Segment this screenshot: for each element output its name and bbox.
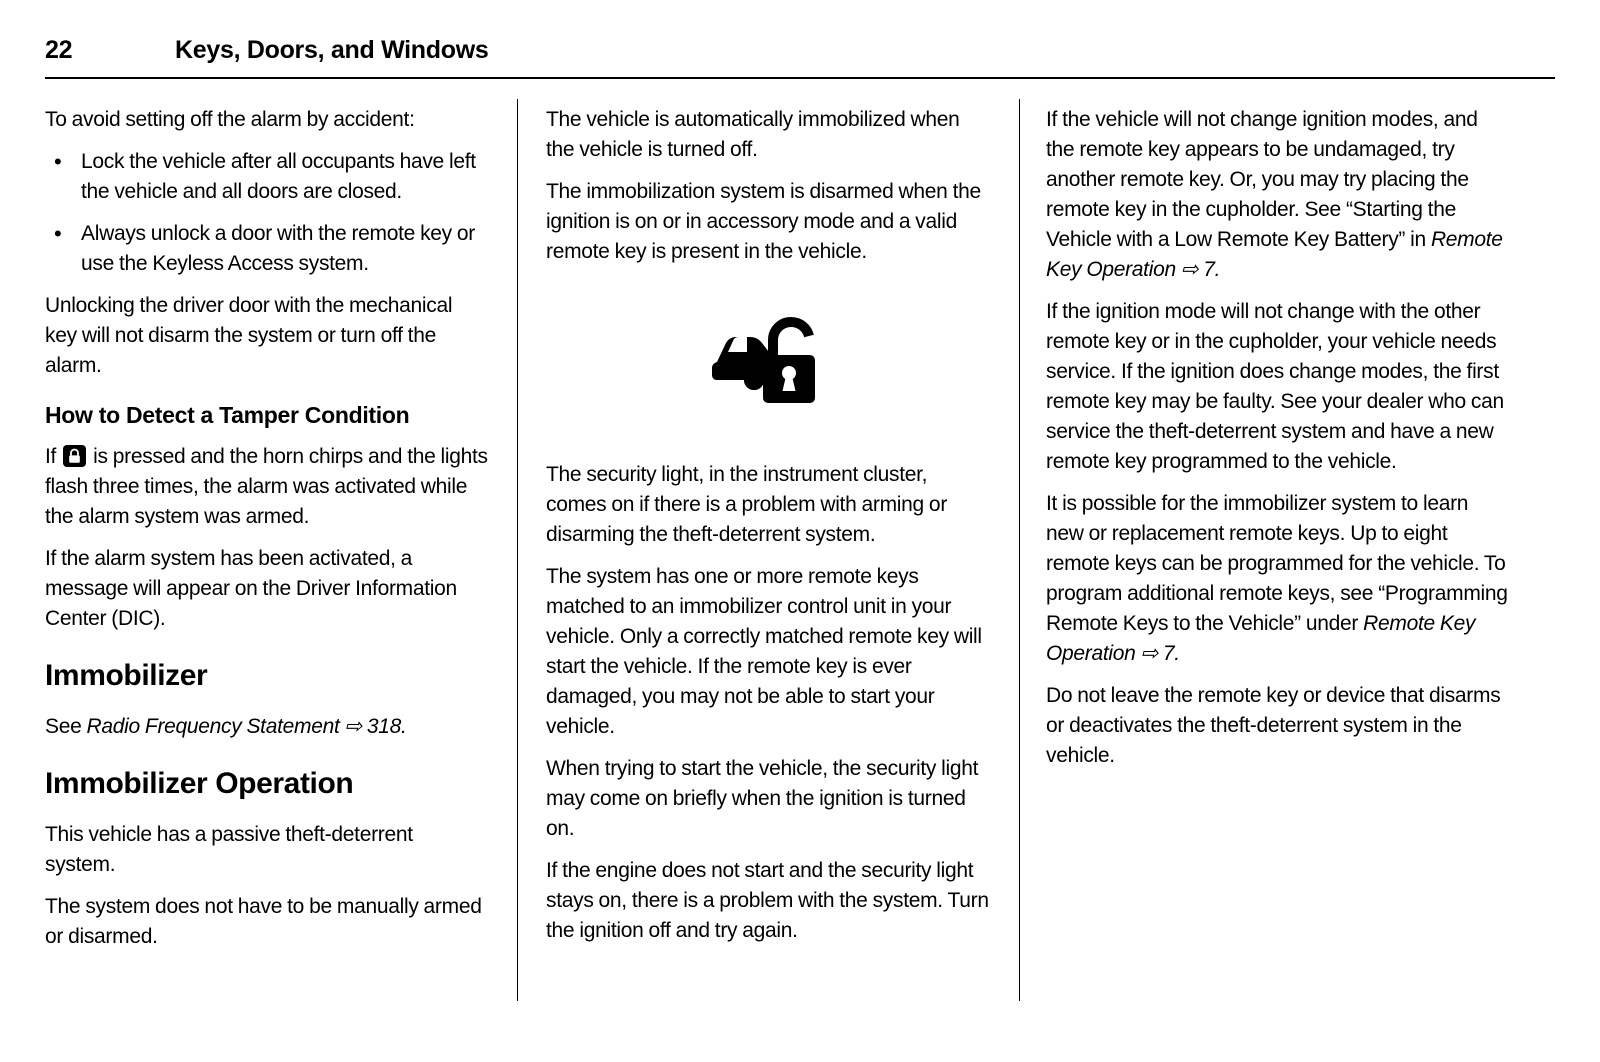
cross-reference-page: ⇨ 7. — [1180, 258, 1221, 281]
paragraph-cupholder — [1046, 105, 1510, 285]
bullet-item: • Lock the vehicle after all occupants have left the vehicle and all doors are closed. — [45, 147, 488, 207]
paragraph-light-briefly: When trying to start the vehicle, the security light may come on briefly when the ignition is turned on. — [546, 757, 979, 840]
paragraph-see-reference — [45, 712, 488, 742]
chapter-title: Keys, Doors, and Windows — [175, 36, 489, 64]
see-prefix: See — [45, 715, 82, 738]
paragraph-matched-keys: The system has one or more remote keys matched to an immobilizer control unit in your vehicle. Only a correctly matched remote key will start the vehicle. If the remote key is ever damaged, you may not be able to start your vehicle. — [546, 565, 982, 738]
column-1 — [45, 99, 517, 1001]
cross-reference: Remote Key Operation — [1046, 228, 1503, 281]
heading-immobilizer: Immobilizer — [45, 659, 208, 692]
paragraph-needs-service: If the ignition mode will not change with the other remote key or in the cupholder, your vehicle needs service. If the ignition does change modes, the first remote key may be faulty. See your dealer who can service the theft-deterrent system and have a new remote key programmed to the vehicle. — [1046, 300, 1504, 473]
paragraph-do-not-leave: Do not leave the remote key or device that disarms or deactivates the theft-deterrent system in the vehicle. — [1046, 684, 1501, 767]
program-text: It is possible for the immobilizer system to learn new or replacement remote keys. Up to eight remote keys can be programmed for the vehicle. To program additional remote keys, see “Programming Remote Keys to the Vehicle” under — [1046, 492, 1508, 635]
paragraph-unlocking: Unlocking the driver door with the mechanical key will not disarm the system or turn off the alarm. — [45, 294, 453, 377]
heading-tamper-condition: How to Detect a Tamper Condition — [45, 402, 410, 428]
bullet-item: • Always unlock a door with the remote key or use the Keyless Access system. — [45, 219, 488, 279]
bullet-list — [45, 147, 488, 279]
cross-reference: Radio Frequency Statement — [86, 715, 340, 738]
paragraph-tamper — [45, 442, 488, 532]
paragraph-program-keys — [1046, 489, 1510, 669]
security-light-figure — [546, 311, 991, 414]
paragraph-manual-arm: The system does not have to be manually armed or disarmed. — [45, 895, 482, 948]
page-number: 22 — [45, 36, 73, 64]
heading-immobilizer-operation: Immobilizer Operation — [45, 767, 354, 800]
header-rule — [45, 77, 1555, 79]
paragraph-alarm-activated: If the alarm system has been activated, a message will appear on the Driver Information Center (DIC). — [45, 547, 457, 630]
tamper-text-before: If — [45, 445, 57, 468]
paragraph-passive-system: This vehicle has a passive theft-deterrent system. — [45, 823, 413, 876]
car-with-open-padlock-icon — [709, 311, 829, 409]
lock-button-icon — [63, 442, 86, 472]
paragraph-alarm-intro: To avoid setting off the alarm by accident: — [45, 108, 415, 131]
column-2 — [517, 99, 1020, 1001]
cross-reference: Remote Key Operation — [1046, 612, 1476, 665]
paragraph-security-light: The security light, in the instrument cluster, comes on if there is a problem with arming or disarming the theft-deterrent system. — [546, 463, 948, 546]
paragraph-disarmed: The immobilization system is disarmed when the ignition is on or in accessory mode and a valid remote key is present in the vehicle. — [546, 180, 981, 263]
paragraph-auto-immobilized: The vehicle is automatically immobilized when the vehicle is turned off. — [546, 108, 960, 161]
cross-reference-page: ⇨ 7. — [1140, 642, 1180, 665]
content-columns — [45, 99, 1555, 1001]
cupholder-text: If the vehicle will not change ignition modes, and the remote key appears to be undamaged, try another remote key. Or, you may try placing the remote key in the cupholder. See “Starting the Vehicle with a Low Remote Key Battery” in — [1046, 108, 1478, 251]
paragraph-light-stays-on: If the engine does not start and the security light stays on, there is a problem with the system. Turn the ignition off and try again. — [546, 859, 989, 942]
cross-reference-page: ⇨ 318. — [344, 715, 407, 738]
page-header — [45, 36, 1555, 65]
column-3 — [1020, 99, 1555, 1001]
tamper-text-after: is pressed and the horn chirps and the lights flash three times, the alarm was activated while the alarm system was armed. — [45, 445, 488, 528]
